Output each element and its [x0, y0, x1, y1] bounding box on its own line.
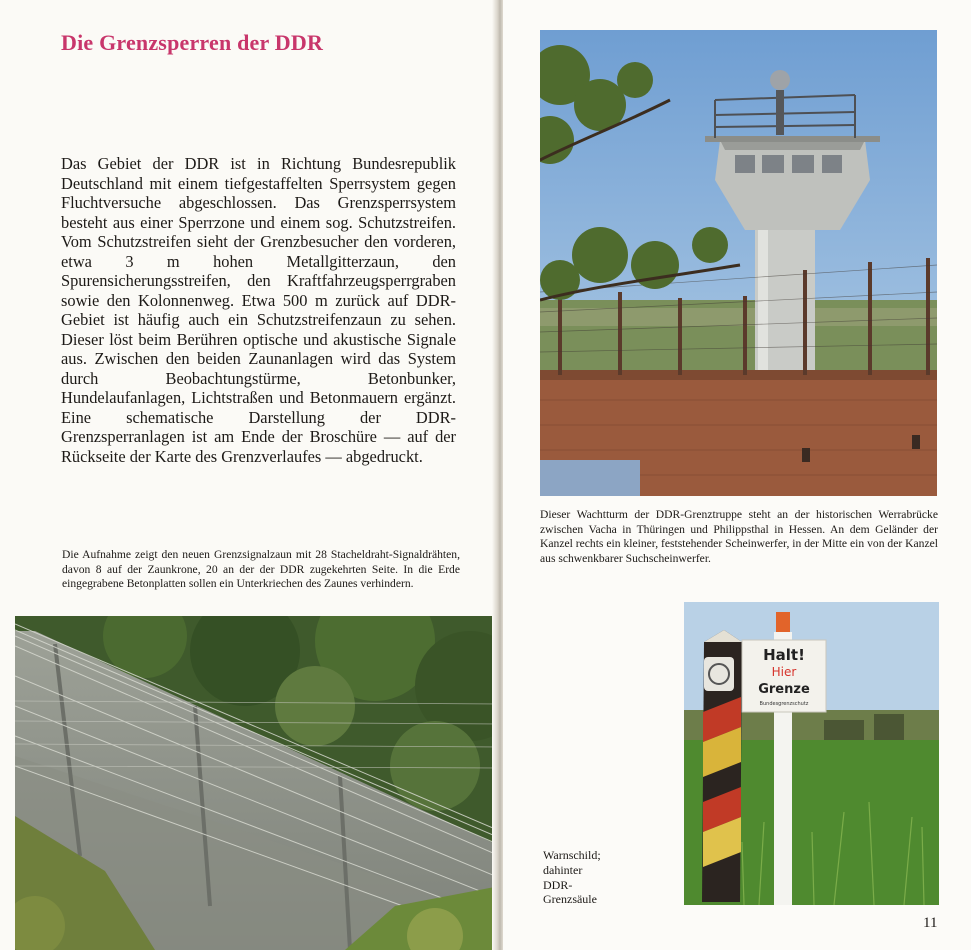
fence-photo-caption: Die Aufnahme zeigt den neuen Grenzsignalzaun mit 28 Stacheldraht-Signaldrähten, davon 8 auf der Zaunkrone, 20 an der der DDR zugekehrten Seite. In die Erde eingegrabene Betonplatten sollen ein Unterkriechen des Zaunes verhindern.: [62, 548, 460, 591]
right-page: [503, 0, 971, 950]
sign-text-halt: Halt!: [763, 646, 805, 664]
warning-sign-caption: Warnschild; dahinter DDR- Grenzsäule: [543, 848, 601, 907]
border-fence-photo: [15, 616, 500, 950]
sign-text-hier: Hier: [771, 665, 797, 679]
page-title: Die Grenzsperren der DDR: [61, 30, 324, 55]
warning-sign-photo: [684, 602, 939, 905]
sign-text-grenze: Grenze: [758, 682, 810, 697]
page-number: 11: [923, 915, 938, 931]
sign-text-bundesgrenzschutz: Bundesgrenzschutz: [759, 701, 809, 707]
body-text: Das Gebiet der DDR ist in Richtung Bundesrepublik Deutschland mit einem tiefgestaffelten Sperrsystem gegen Fluchtversuche abgeschlossen. Das Grenzsperrsystem besteht aus einer Sperrzone und einem sog. Schutzstreifen. Vom Schutzstreifen sieht der Grenzbesucher den vorderen, etwa 3 m hohen Metallgitterzaun, den Spurensicherungsstreifen, den Kraftfahrzeugsperrgraben sowie den Kolonnenweg. Etwa 500 m zurück auf DDR-Gebiet ist häufig auch ein Schutzstreifenzaun zu sehen. Dieser löst beim Berühren optische und akustische Signale aus. Zwischen den beiden Zaunanlagen wird das System durch Beobachtungstürme, Betonbunker, Hundelaufanlagen, Lichtstraßen und Betonmauern ergänzt. Eine schematische Darstellung der DDR-Grenzsperranlagen ist am Ende der Broschüre — auf der Rückseite der Karte des Grenzverlaufes — abgedruckt.: [61, 154, 456, 466]
watchtower-photo: [540, 30, 937, 496]
watchtower-caption: Dieser Wachtturm der DDR-Grenztruppe steht an der historischen Werrabrücke zwischen Vacha in Thüringen und Philippsthal in Hessen. An dem Geländer der Kanzel rechts ein kleiner, feststehender Scheinwerfer, in der Mitte ein von der Kanzel aus schwenkbarer Suchscheinwerfer.: [540, 508, 938, 565]
